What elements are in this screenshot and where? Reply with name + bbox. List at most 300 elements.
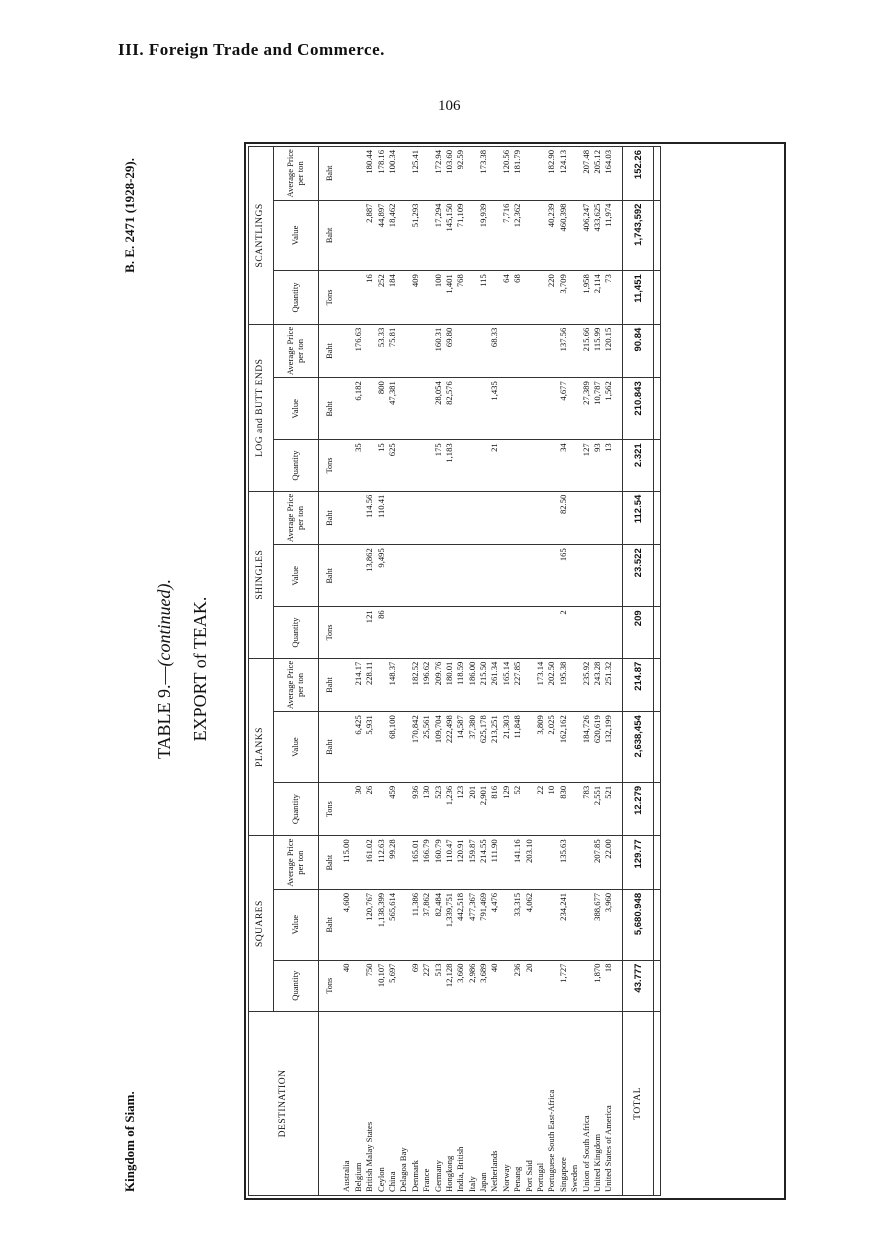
value-cell bbox=[444, 491, 455, 545]
value-cell: 75.81 bbox=[387, 324, 398, 378]
value-cell bbox=[535, 960, 546, 1011]
unit-label: Tons bbox=[319, 607, 342, 658]
value-cell: 261.34 bbox=[489, 658, 500, 712]
value-cell bbox=[352, 147, 363, 201]
value-cell: 3,960 bbox=[603, 889, 614, 960]
unit-label: Tons bbox=[319, 271, 342, 325]
value-cell: 37,862 bbox=[421, 889, 432, 960]
destination-cell: Portugal bbox=[535, 1011, 546, 1195]
value-cell bbox=[398, 607, 409, 658]
value-cell bbox=[535, 491, 546, 545]
table-row bbox=[432, 147, 443, 1196]
value-cell: 459 bbox=[387, 782, 398, 836]
value-cell bbox=[546, 378, 557, 440]
table-row bbox=[375, 147, 386, 1196]
bottom-row bbox=[654, 147, 661, 1196]
value-cell: 202.50 bbox=[546, 658, 557, 712]
value-cell bbox=[569, 836, 580, 890]
value-cell: 68 bbox=[512, 271, 523, 325]
value-cell: 109,704 bbox=[432, 712, 443, 783]
value-cell: 110.47 bbox=[444, 836, 455, 890]
value-cell: 135.63 bbox=[557, 836, 568, 890]
value-cell: 6,182 bbox=[352, 378, 363, 440]
table-row bbox=[500, 147, 511, 1196]
value-cell: 625 bbox=[387, 440, 398, 491]
value-cell bbox=[569, 271, 580, 325]
value-cell: 18,462 bbox=[387, 200, 398, 271]
value-cell: 235.92 bbox=[580, 658, 591, 712]
value-cell bbox=[341, 782, 352, 836]
value-cell bbox=[489, 545, 500, 607]
value-cell: 120,767 bbox=[364, 889, 375, 960]
unit-label: Baht bbox=[319, 324, 342, 378]
value-cell: 145,150 bbox=[444, 200, 455, 271]
caption-left: Kingdom of Siam. bbox=[122, 1091, 137, 1192]
value-cell: 207.85 bbox=[592, 836, 603, 890]
value-cell: 123 bbox=[455, 782, 466, 836]
value-cell: 1,183 bbox=[444, 440, 455, 491]
spacer-row bbox=[614, 147, 623, 1196]
value-cell bbox=[421, 147, 432, 201]
value-cell bbox=[478, 324, 489, 378]
value-cell bbox=[466, 491, 477, 545]
value-cell bbox=[455, 440, 466, 491]
value-cell bbox=[569, 147, 580, 201]
value-cell bbox=[500, 836, 511, 890]
value-cell bbox=[592, 491, 603, 545]
value-cell bbox=[375, 658, 386, 712]
value-cell: 118.59 bbox=[455, 658, 466, 712]
destination-cell: India, British bbox=[455, 1011, 466, 1195]
value-cell bbox=[569, 658, 580, 712]
value-cell bbox=[523, 658, 534, 712]
value-cell bbox=[500, 960, 511, 1011]
value-cell bbox=[409, 378, 420, 440]
table-row bbox=[466, 147, 477, 1196]
value-cell: 176.63 bbox=[352, 324, 363, 378]
value-cell bbox=[352, 889, 363, 960]
group-header-planks: PLANKS bbox=[249, 658, 274, 836]
value-cell bbox=[398, 658, 409, 712]
unit-label: Baht bbox=[319, 545, 342, 607]
value-cell: 195.38 bbox=[557, 658, 568, 712]
average-price-header: Average Price per ton bbox=[274, 324, 319, 378]
value-cell: 3,660 bbox=[455, 960, 466, 1011]
value-cell bbox=[387, 607, 398, 658]
value-cell bbox=[352, 545, 363, 607]
value-cell bbox=[421, 545, 432, 607]
value-cell bbox=[364, 378, 375, 440]
value-cell: 15 bbox=[375, 440, 386, 491]
value-cell bbox=[398, 545, 409, 607]
value-cell bbox=[352, 836, 363, 890]
bottom-cell bbox=[654, 889, 661, 960]
destination-cell: Penang bbox=[512, 1011, 523, 1195]
value-cell: 13,862 bbox=[364, 545, 375, 607]
value-cell bbox=[341, 607, 352, 658]
bottom-cell bbox=[654, 147, 661, 201]
quantity-header: Quantity bbox=[274, 440, 319, 491]
bottom-cell bbox=[654, 491, 661, 545]
value-cell: 205.12 bbox=[592, 147, 603, 201]
value-cell: 11,386 bbox=[409, 889, 420, 960]
value-cell bbox=[409, 324, 420, 378]
value-cell: 750 bbox=[364, 960, 375, 1011]
value-cell: 148.37 bbox=[387, 658, 398, 712]
value-cell bbox=[466, 545, 477, 607]
value-cell bbox=[387, 491, 398, 545]
value-cell bbox=[523, 782, 534, 836]
table-row bbox=[512, 147, 523, 1196]
value-cell bbox=[398, 782, 409, 836]
value-cell: 124.13 bbox=[557, 147, 568, 201]
total-cell: 210.843 bbox=[623, 378, 654, 440]
value-cell: 162,162 bbox=[557, 712, 568, 783]
value-cell: 1,562 bbox=[603, 378, 614, 440]
value-cell bbox=[364, 324, 375, 378]
value-cell: 227.85 bbox=[512, 658, 523, 712]
table-row bbox=[398, 147, 409, 1196]
value-cell: 26 bbox=[364, 782, 375, 836]
value-cell: 161.02 bbox=[364, 836, 375, 890]
value-cell: 182.52 bbox=[409, 658, 420, 712]
unit-label: Baht bbox=[319, 491, 342, 545]
value-cell bbox=[398, 440, 409, 491]
value-cell bbox=[603, 607, 614, 658]
value-cell bbox=[500, 545, 511, 607]
value-header: Value bbox=[274, 889, 319, 960]
value-cell bbox=[444, 545, 455, 607]
value-cell: 10,107 bbox=[375, 960, 386, 1011]
bottom-cell bbox=[654, 782, 661, 836]
value-cell: 5,697 bbox=[387, 960, 398, 1011]
value-cell bbox=[523, 545, 534, 607]
bottom-cell bbox=[654, 1011, 661, 1195]
value-cell bbox=[546, 960, 557, 1011]
value-cell bbox=[421, 607, 432, 658]
value-cell: 1,727 bbox=[557, 960, 568, 1011]
spacer-cell bbox=[614, 1011, 623, 1195]
value-cell: 22 bbox=[535, 782, 546, 836]
destination-cell: United Kingdom bbox=[592, 1011, 603, 1195]
value-cell bbox=[546, 836, 557, 890]
value-cell: 2,114 bbox=[592, 271, 603, 325]
value-cell: 13 bbox=[603, 440, 614, 491]
value-cell bbox=[603, 545, 614, 607]
value-cell bbox=[421, 491, 432, 545]
value-cell: 173.38 bbox=[478, 147, 489, 201]
value-cell bbox=[341, 271, 352, 325]
value-cell: 21,303 bbox=[500, 712, 511, 783]
value-cell bbox=[523, 491, 534, 545]
value-cell: 82.50 bbox=[557, 491, 568, 545]
value-cell: 165 bbox=[557, 545, 568, 607]
value-cell bbox=[569, 607, 580, 658]
total-cell: 5,680.948 bbox=[623, 889, 654, 960]
value-cell bbox=[535, 889, 546, 960]
value-cell bbox=[523, 147, 534, 201]
value-cell bbox=[546, 889, 557, 960]
value-cell bbox=[364, 440, 375, 491]
value-cell: 110.41 bbox=[375, 491, 386, 545]
value-cell bbox=[478, 440, 489, 491]
value-cell: 9,495 bbox=[375, 545, 386, 607]
value-header: Value bbox=[274, 712, 319, 783]
value-cell bbox=[409, 545, 420, 607]
value-cell bbox=[500, 440, 511, 491]
table-row bbox=[455, 147, 466, 1196]
value-cell: 2,986 bbox=[466, 960, 477, 1011]
value-cell: 215.66 bbox=[580, 324, 591, 378]
spacer-cell bbox=[614, 712, 623, 783]
value-cell: 243.28 bbox=[592, 658, 603, 712]
bottom-cell bbox=[654, 836, 661, 890]
value-cell: 7,716 bbox=[500, 200, 511, 271]
value-cell bbox=[523, 324, 534, 378]
bottom-cell bbox=[654, 271, 661, 325]
destination-cell: Norway bbox=[500, 1011, 511, 1195]
value-cell bbox=[569, 440, 580, 491]
value-cell: 214.55 bbox=[478, 836, 489, 890]
value-cell: 228.11 bbox=[364, 658, 375, 712]
table-row bbox=[523, 147, 534, 1196]
value-cell: 3,709 bbox=[557, 271, 568, 325]
units-blank bbox=[319, 1011, 342, 1195]
group-header-squares: SQUARES bbox=[249, 836, 274, 1012]
table-row bbox=[364, 147, 375, 1196]
bottom-cell bbox=[654, 378, 661, 440]
spacer-cell bbox=[614, 324, 623, 378]
value-cell: 236 bbox=[512, 960, 523, 1011]
table-row bbox=[569, 147, 580, 1196]
value-cell: 175 bbox=[432, 440, 443, 491]
value-cell bbox=[341, 545, 352, 607]
value-cell: 180.01 bbox=[444, 658, 455, 712]
value-cell: 115.00 bbox=[341, 836, 352, 890]
bottom-cell bbox=[654, 658, 661, 712]
chapter-heading: III. Foreign Trade and Commerce. bbox=[118, 40, 385, 59]
bottom-cell bbox=[654, 607, 661, 658]
value-cell: 1,401 bbox=[444, 271, 455, 325]
total-cell: 152.26 bbox=[623, 147, 654, 201]
value-cell bbox=[546, 324, 557, 378]
spacer-cell bbox=[614, 607, 623, 658]
unit-label: Baht bbox=[319, 147, 342, 201]
table-row bbox=[352, 147, 363, 1196]
value-cell: 1,435 bbox=[489, 378, 500, 440]
total-cell: 1,743,592 bbox=[623, 200, 654, 271]
value-cell: 22.00 bbox=[603, 836, 614, 890]
value-cell bbox=[352, 491, 363, 545]
value-cell: 19,939 bbox=[478, 200, 489, 271]
value-cell: 830 bbox=[557, 782, 568, 836]
value-cell bbox=[421, 378, 432, 440]
value-cell bbox=[523, 271, 534, 325]
total-cell: 2.321 bbox=[623, 440, 654, 491]
value-cell: 14,587 bbox=[455, 712, 466, 783]
value-cell: 127 bbox=[580, 440, 591, 491]
total-cell: 23.522 bbox=[623, 545, 654, 607]
value-cell: 178.16 bbox=[375, 147, 386, 201]
value-header: Value bbox=[274, 545, 319, 607]
unit-label: Baht bbox=[319, 889, 342, 960]
value-cell bbox=[409, 607, 420, 658]
value-cell: 120.15 bbox=[603, 324, 614, 378]
value-cell: 184 bbox=[387, 271, 398, 325]
value-cell: 68,100 bbox=[387, 712, 398, 783]
value-cell bbox=[546, 545, 557, 607]
value-cell bbox=[478, 491, 489, 545]
value-cell: 141.16 bbox=[512, 836, 523, 890]
value-cell bbox=[500, 607, 511, 658]
value-cell: 34 bbox=[557, 440, 568, 491]
value-cell: 18 bbox=[603, 960, 614, 1011]
value-cell: 12,128 bbox=[444, 960, 455, 1011]
value-cell: 2,887 bbox=[364, 200, 375, 271]
bottom-cell bbox=[654, 440, 661, 491]
total-cell: 43.777 bbox=[623, 960, 654, 1011]
value-cell bbox=[341, 200, 352, 271]
value-cell bbox=[466, 324, 477, 378]
value-cell: 115.99 bbox=[592, 324, 603, 378]
quantity-header: Quantity bbox=[274, 607, 319, 658]
table-row bbox=[478, 147, 489, 1196]
destination-cell: Japan bbox=[478, 1011, 489, 1195]
value-cell bbox=[489, 607, 500, 658]
total-label: TOTAL bbox=[623, 1011, 654, 1195]
spacer-cell bbox=[614, 782, 623, 836]
value-cell bbox=[444, 607, 455, 658]
table-row bbox=[444, 147, 455, 1196]
value-cell: 220 bbox=[546, 271, 557, 325]
value-cell bbox=[341, 147, 352, 201]
value-cell bbox=[409, 440, 420, 491]
destination-cell: Hongkong bbox=[444, 1011, 455, 1195]
value-cell bbox=[398, 889, 409, 960]
table-row bbox=[546, 147, 557, 1196]
value-cell bbox=[535, 545, 546, 607]
value-cell bbox=[535, 607, 546, 658]
unit-label: Baht bbox=[319, 712, 342, 783]
value-cell: 100 bbox=[432, 271, 443, 325]
value-cell: 180.44 bbox=[364, 147, 375, 201]
value-cell: 565,614 bbox=[387, 889, 398, 960]
value-header: Value bbox=[274, 200, 319, 271]
unit-label: Baht bbox=[319, 200, 342, 271]
value-cell bbox=[398, 378, 409, 440]
value-cell bbox=[535, 200, 546, 271]
group-header-log-butt-ends: LOG and BUTT ENDS bbox=[249, 324, 274, 491]
value-cell: 783 bbox=[580, 782, 591, 836]
value-cell bbox=[432, 491, 443, 545]
value-cell bbox=[546, 607, 557, 658]
value-cell bbox=[523, 378, 534, 440]
value-cell: 523 bbox=[432, 782, 443, 836]
value-cell bbox=[341, 658, 352, 712]
spacer-cell bbox=[614, 836, 623, 890]
value-cell bbox=[523, 607, 534, 658]
value-cell bbox=[421, 200, 432, 271]
caption-right: B. E. 2471 (1928-29). bbox=[122, 158, 137, 273]
spacer-cell bbox=[614, 147, 623, 201]
value-cell: 213,251 bbox=[489, 712, 500, 783]
value-cell: 86 bbox=[375, 607, 386, 658]
value-cell bbox=[398, 836, 409, 890]
value-cell bbox=[535, 147, 546, 201]
value-cell bbox=[352, 960, 363, 1011]
value-cell: 513 bbox=[432, 960, 443, 1011]
value-cell: 1,958 bbox=[580, 271, 591, 325]
value-cell: 2 bbox=[557, 607, 568, 658]
value-cell bbox=[375, 712, 386, 783]
value-cell bbox=[341, 378, 352, 440]
group-header-scantlings: SCANTLINGS bbox=[249, 147, 274, 325]
total-cell: 2,638,454 bbox=[623, 712, 654, 783]
unit-label: Baht bbox=[319, 836, 342, 890]
value-cell bbox=[352, 271, 363, 325]
group-header-shingles: SHINGLES bbox=[249, 491, 274, 658]
value-cell: 222,498 bbox=[444, 712, 455, 783]
value-cell bbox=[500, 889, 511, 960]
value-cell: 170,842 bbox=[409, 712, 420, 783]
value-cell: 160.79 bbox=[432, 836, 443, 890]
value-cell: 6,425 bbox=[352, 712, 363, 783]
quantity-header: Quantity bbox=[274, 782, 319, 836]
average-price-header: Average Price per ton bbox=[274, 836, 319, 890]
value-cell bbox=[512, 440, 523, 491]
destination-header: DESTINATION bbox=[249, 1011, 319, 1195]
destination-cell: Belgium bbox=[352, 1011, 363, 1195]
value-cell bbox=[489, 491, 500, 545]
destination-cell: Netherlands bbox=[489, 1011, 500, 1195]
value-cell bbox=[489, 147, 500, 201]
spacer-cell bbox=[614, 889, 623, 960]
value-cell: 28,054 bbox=[432, 378, 443, 440]
value-cell bbox=[478, 545, 489, 607]
value-cell: 816 bbox=[489, 782, 500, 836]
value-cell: 73 bbox=[603, 271, 614, 325]
value-cell bbox=[398, 200, 409, 271]
destination-cell: United States of America bbox=[603, 1011, 614, 1195]
value-cell bbox=[387, 545, 398, 607]
value-cell: 132,199 bbox=[603, 712, 614, 783]
value-cell bbox=[466, 147, 477, 201]
value-cell: 11,848 bbox=[512, 712, 523, 783]
value-cell bbox=[455, 378, 466, 440]
value-cell bbox=[523, 200, 534, 271]
value-cell: 234,241 bbox=[557, 889, 568, 960]
value-cell: 768 bbox=[455, 271, 466, 325]
value-cell: 184,726 bbox=[580, 712, 591, 783]
spacer-cell bbox=[614, 545, 623, 607]
value-cell: 209.76 bbox=[432, 658, 443, 712]
unit-label: Tons bbox=[319, 440, 342, 491]
value-cell: 460,398 bbox=[557, 200, 568, 271]
total-cell: 11,451 bbox=[623, 271, 654, 325]
value-cell bbox=[569, 324, 580, 378]
table-row bbox=[580, 147, 591, 1196]
page-number: 106 bbox=[438, 98, 461, 114]
destination-cell: British Malay States bbox=[364, 1011, 375, 1195]
bottom-cell bbox=[654, 712, 661, 783]
table-title bbox=[154, 138, 175, 1200]
total-cell: 209 bbox=[623, 607, 654, 658]
units-row bbox=[319, 147, 342, 1196]
value-cell: 477,367 bbox=[466, 889, 477, 960]
value-cell bbox=[398, 147, 409, 201]
value-cell: 4,476 bbox=[489, 889, 500, 960]
value-cell: 165.01 bbox=[409, 836, 420, 890]
